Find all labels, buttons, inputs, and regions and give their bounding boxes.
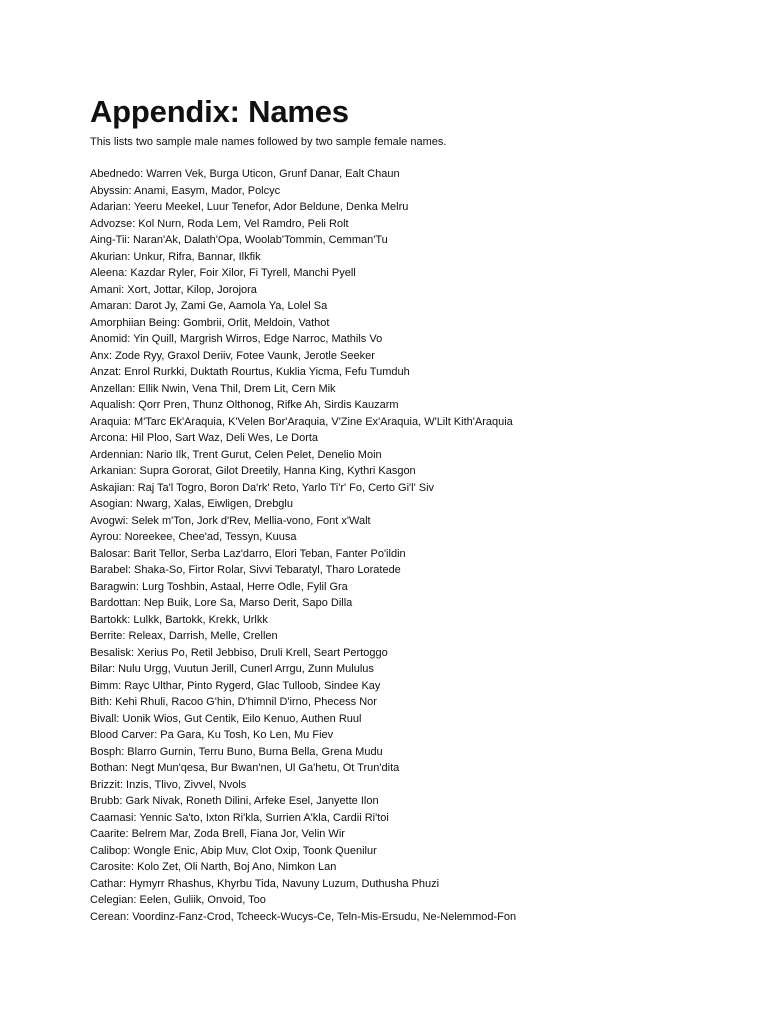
list-item: Celegian: Eelen, Guliik, Onvoid, Too xyxy=(90,894,266,906)
list-item: Abednedo: Warren Vek, Burga Uticon, Grunf Danar, Ealt Chaun xyxy=(90,168,400,180)
list-item: Caarite: Belrem Mar, Zoda Brell, Fiana Jor, Velin Wir xyxy=(90,828,345,840)
list-item: Bimm: Rayc Ulthar, Pinto Rygerd, Glac Tulloob, Sindee Kay xyxy=(90,679,381,692)
list-item: Bilar: Nulu Urgg, Vuutun Jerill, Cunerl Arrgu, Zunn Mululus xyxy=(90,663,374,675)
list-item: Amaran: Darot Jy, Zami Ge, Aamola Ya, Lolel Sa xyxy=(90,300,328,312)
list-item: Amani: Xort, Jottar, Kilop, Jorojora xyxy=(90,283,257,296)
list-item: Calibop: Wongle Enic, Abip Muv, Clot Oxip, Toonk Quenilur xyxy=(90,844,377,857)
list-item: Avogwi: Selek m'Ton, Jork d'Rev, Mellia-vono, Font x'Walt xyxy=(90,514,371,527)
list-item: Aleena: Kazdar Ryler, Foir Xilor, Fi Tyrell, Manchi Pyell xyxy=(90,267,356,279)
list-item: Aing-Tii: Naran'Ak, Dalath'Opa, Woolab'Tommin, Cemman'Tu xyxy=(90,234,388,246)
list-item: Bivall: Uonik Wios, Gut Centik, Eilo Kenuo, Authen Ruul xyxy=(90,712,362,725)
list-item: Ayrou: Noreekee, Chee'ad, Tessyn, Kuusa xyxy=(90,531,297,543)
list-item: Anomid: Yin Quill, Margrish Wirros, Edge Narroc, Mathils Vo xyxy=(90,333,383,345)
list-item: Adarian: Yeeru Meekel, Luur Tenefor, Ador Beldune, Denka Melru xyxy=(90,201,409,213)
list-item: Bardottan: Nep Buik, Lore Sa, Marso Derit, Sapo Dilla xyxy=(90,597,353,609)
list-item: Araquia: M'Tarc Ek'Araquia, K'Velen Bor'Araquia, V'Zine Ex'Araquia, W'Lilt Kith'Araquia xyxy=(90,415,513,428)
list-item: Cathar: Hymyrr Rhashus, Khyrbu Tida, Navuny Luzum, Duthusha Phuzi xyxy=(90,877,440,890)
list-item: Bartokk: Lulkk, Bartokk, Krekk, Urlkk xyxy=(90,613,268,626)
list-item: Brubb: Gark Nivak, Roneth Dilini, Arfeke Esel, Janyette Ilon xyxy=(90,795,379,807)
intro-text: This lists two sample male names followed by two sample female names. xyxy=(90,136,447,148)
list-item: Bothan: Negt Mun'qesa, Bur Bwan'nen, Ul Ga'hetu, Ot Trun'dita xyxy=(90,762,400,774)
list-item: Carosite: Kolo Zet, Oli Narth, Boj Ano, Nimkon Lan xyxy=(90,861,337,873)
list-item: Askajian: Raj Ta'l Togro, Boron Da'rk' Reto, Yarlo Ti'r' Fo, Certo Gi'l' Siv xyxy=(90,481,435,494)
list-item: Besalisk: Xerius Po, Retil Jebbiso, Druli Krell, Seart Pertoggo xyxy=(90,646,388,659)
list-item: Cerean: Voordinz-Fanz-Crod, Tcheeck-Wucys-Ce, Teln-Mis-Ersudu, Ne-Nelemmod-Fon xyxy=(90,910,517,923)
list-item: Arcona: Hil Ploo, Sart Waz, Deli Wes, Le Dorta xyxy=(90,432,319,444)
list-item: Akurian: Unkur, Rifra, Bannar, Ilkfik xyxy=(90,250,261,263)
list-item: Abyssin: Anami, Easym, Mador, Polcyc xyxy=(90,184,281,197)
page-title: Appendix: Names xyxy=(90,94,349,129)
list-item: Asogian: Nwarg, Xalas, Eiwligen, Drebglu xyxy=(90,498,293,510)
list-item: Berrite: Releax, Darrish, Melle, Crellen xyxy=(90,630,278,642)
list-item: Anzat: Enrol Rurkki, Duktath Rourtus, Kuklia Yicma, Fefu Tumduh xyxy=(90,366,410,378)
list-item: Amorphiian Being: Gombrii, Orlit, Meldoin, Vathot xyxy=(90,316,330,329)
list-item: Advozse: Kol Nurn, Roda Lem, Vel Ramdro, Peli Rolt xyxy=(90,217,349,230)
list-item: Bith: Kehi Rhuli, Racoo G'hin, D'himnil D'irno, Phecess Nor xyxy=(90,696,377,708)
list-item: Bosph: Blarro Gurnin, Terru Buno, Burna Bella, Grena Mudu xyxy=(90,745,383,758)
list-item: Balosar: Barit Tellor, Serba Laz'darro, Elori Teban, Fanter Po'ildin xyxy=(90,547,406,560)
list-item: Arkanian: Supra Gororat, Gilot Dreetily, Hanna King, Kythri Kasgon xyxy=(90,465,416,477)
list-item: Caamasi: Yennic Sa'to, Ixton Ri'kla, Surrien A'kla, Cardii Ri'toi xyxy=(90,811,389,824)
list-item: Aqualish: Qorr Pren, Thunz Olthonog, Rifke Ah, Sirdis Kauzarm xyxy=(90,399,399,411)
document-page xyxy=(90,92,750,925)
list-item: Barabel: Shaka-So, Firtor Rolar, Sivvi Tebaratyl, Tharo Loratede xyxy=(90,564,401,576)
names-list xyxy=(90,166,750,925)
list-item: Brizzit: Inzis, Tlivo, Zivvel, Nvols xyxy=(90,778,247,791)
list-item: Anx: Zode Ryy, Graxol Deriiv, Fotee Vaunk, Jerotle Seeker xyxy=(90,349,375,362)
list-item: Anzellan: Ellik Nwin, Vena Thil, Drem Lit, Cern Mik xyxy=(90,382,336,395)
list-item: Blood Carver: Pa Gara, Ku Tosh, Ko Len, Mu Fiev xyxy=(90,729,334,741)
list-item: Baragwin: Lurg Toshbin, Astaal, Herre Odle, Fylil Gra xyxy=(90,580,348,593)
list-item: Ardennian: Nario Ilk, Trent Gurut, Celen Pelet, Denelio Moin xyxy=(90,448,382,461)
